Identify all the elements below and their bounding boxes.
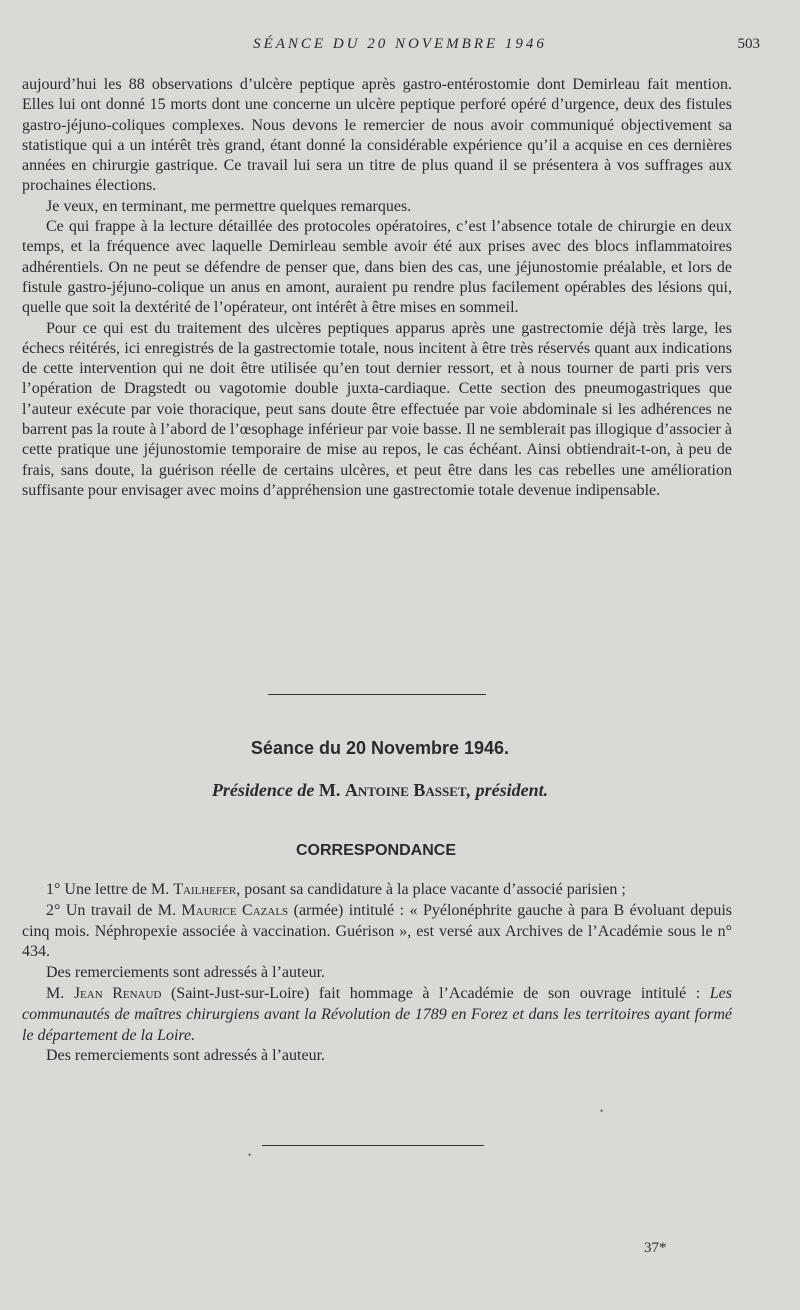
paragraph: Je veux, en terminant, me permettre quelques remarques.	[46, 197, 412, 215]
correspondence-item	[22, 901, 732, 963]
signature-mark: 37*	[644, 1240, 667, 1256]
item-text: (Saint-Just-sur-Loire) fait hommage à l’Académie de son ouvrage intitulé :	[161, 984, 710, 1002]
item-prefix: 1° Une lettre de M.	[46, 881, 170, 898]
presidency-line	[0, 780, 760, 801]
section-divider	[268, 694, 486, 695]
session-title: Séance du 20 Novembre 1946.	[250, 738, 510, 758]
item-prefix: 2° Un travail de M.	[46, 901, 176, 919]
president-name: Antoine Basset	[344, 780, 467, 800]
correspondence-body	[22, 880, 732, 1067]
running-title: SÉANCE DU 20 NOVEMBRE 1946	[253, 36, 547, 52]
ink-speck: •	[248, 1150, 252, 1160]
thanks-line: Des remerciements sont adressés à l’auteur.	[46, 964, 326, 982]
ink-speck: •	[600, 1106, 604, 1116]
person-name: Tailhefer	[173, 881, 237, 898]
work-title: Les communautés de maîtres chirurgiens avant la Révolution de 1789 en Forez et dans les territoires ayant formé le département de la Loire.	[22, 984, 733, 1044]
correspondence-item	[22, 984, 732, 1046]
presidency-suffix: , président.	[466, 780, 549, 800]
person-name: Jean Renaud	[73, 984, 162, 1002]
person-name: Maurice Cazals	[181, 901, 289, 919]
item-text: (armée) intitulé : « Pyélonéphrite gauche à para B évoluant depuis cinq mois. Néphropexie associée à vaccination. Guérison », est versé aux Archives de l’Académie sous le n° 434.	[22, 901, 732, 961]
running-head	[0, 36, 800, 60]
paragraph: Pour ce qui est du traitement des ulcères peptiques apparus après une gastrectomie déjà très large, les échecs réitérés, ici enregistrés de la gastrectomie totale, nous incitent à être très réservés quant aux indications de cette intervention qui ne doit être utilisée qu’en tout dernier ressort, et à nous tourner de parti pris vers l’opération de Dragstedt ou vagotomie double juxta-cardiaque. Cette section des pneumogastriques que l’auteur exécute par voie thoracique, peut sans doute être effectuée par voie abdominale si les adhérences ne barrent pas la route à l’abord de l’œsophage inférieur par voie basse. Il ne semblerait pas illogique d’associer à cette pratique une jéjunostomie temporaire de mise au repos, le cas échéant. Ainsi obtiendrait-t-on, à peu de frais, sans doute, la guérison réelle de certains ulcères, et peut être dans les cas rebelles une amélioration suffisante pour envisager avec moins d’appréhension une gastrectomie totale devenue indipensable.	[22, 319, 732, 499]
report-body	[22, 75, 732, 501]
page-number: 503	[737, 36, 760, 52]
paragraph: Ce qui frappe à la lecture détaillée des protocoles opératoires, c’est l’absence totale de chirurgie en deux temps, et la fréquence avec laquelle Demirleau semble avoir été aux prises avec des blocs inflammatoires adhérentiels. On ne peut se défendre de penser que, dans bien des cas, une jéjunostomie préalable, et lors de fistule gastro-jéjuno-colique un anus en amont, auraient pu rendre plus facilement opérables des lésions qui, quelle que soit la dextérité de l’opérateur, ont intérêt à être mises en sommeil.	[22, 218, 732, 317]
presidency-prefix: Présidence de	[211, 780, 315, 800]
presidency-title: M.	[318, 780, 341, 800]
section-divider	[262, 1145, 484, 1146]
item-prefix: M.	[46, 984, 65, 1002]
item-text: , posant sa candidature à la place vacante d’associé parisien ;	[236, 881, 626, 898]
correspondence-heading: CORRESPONDANCE	[295, 842, 456, 859]
correspondence-item	[22, 880, 732, 901]
paragraph: aujourd’hui les 88 observations d’ulcère peptique après gastro-entérostomie dont Demirleau fait mention. Elles lui ont donné 15 morts dont une concerne un ulcère peptique perforé opéré d’urgence, deux des fistules gastro-jéjuno-coliques complexes. Nous devons le remercier de nous avoir communiqué objectivement sa statistique qui a un intérêt très grand, étant donné la considérable expérience qu’il a acquise en ces dernières années en chirurgie gastrique. Ce travail lui sera un titre de plus quand il se présentera à vos suffrages aux prochaines élections.	[22, 76, 732, 195]
thanks-line: Des remerciements sont adressés à l’auteur.	[46, 1047, 326, 1065]
